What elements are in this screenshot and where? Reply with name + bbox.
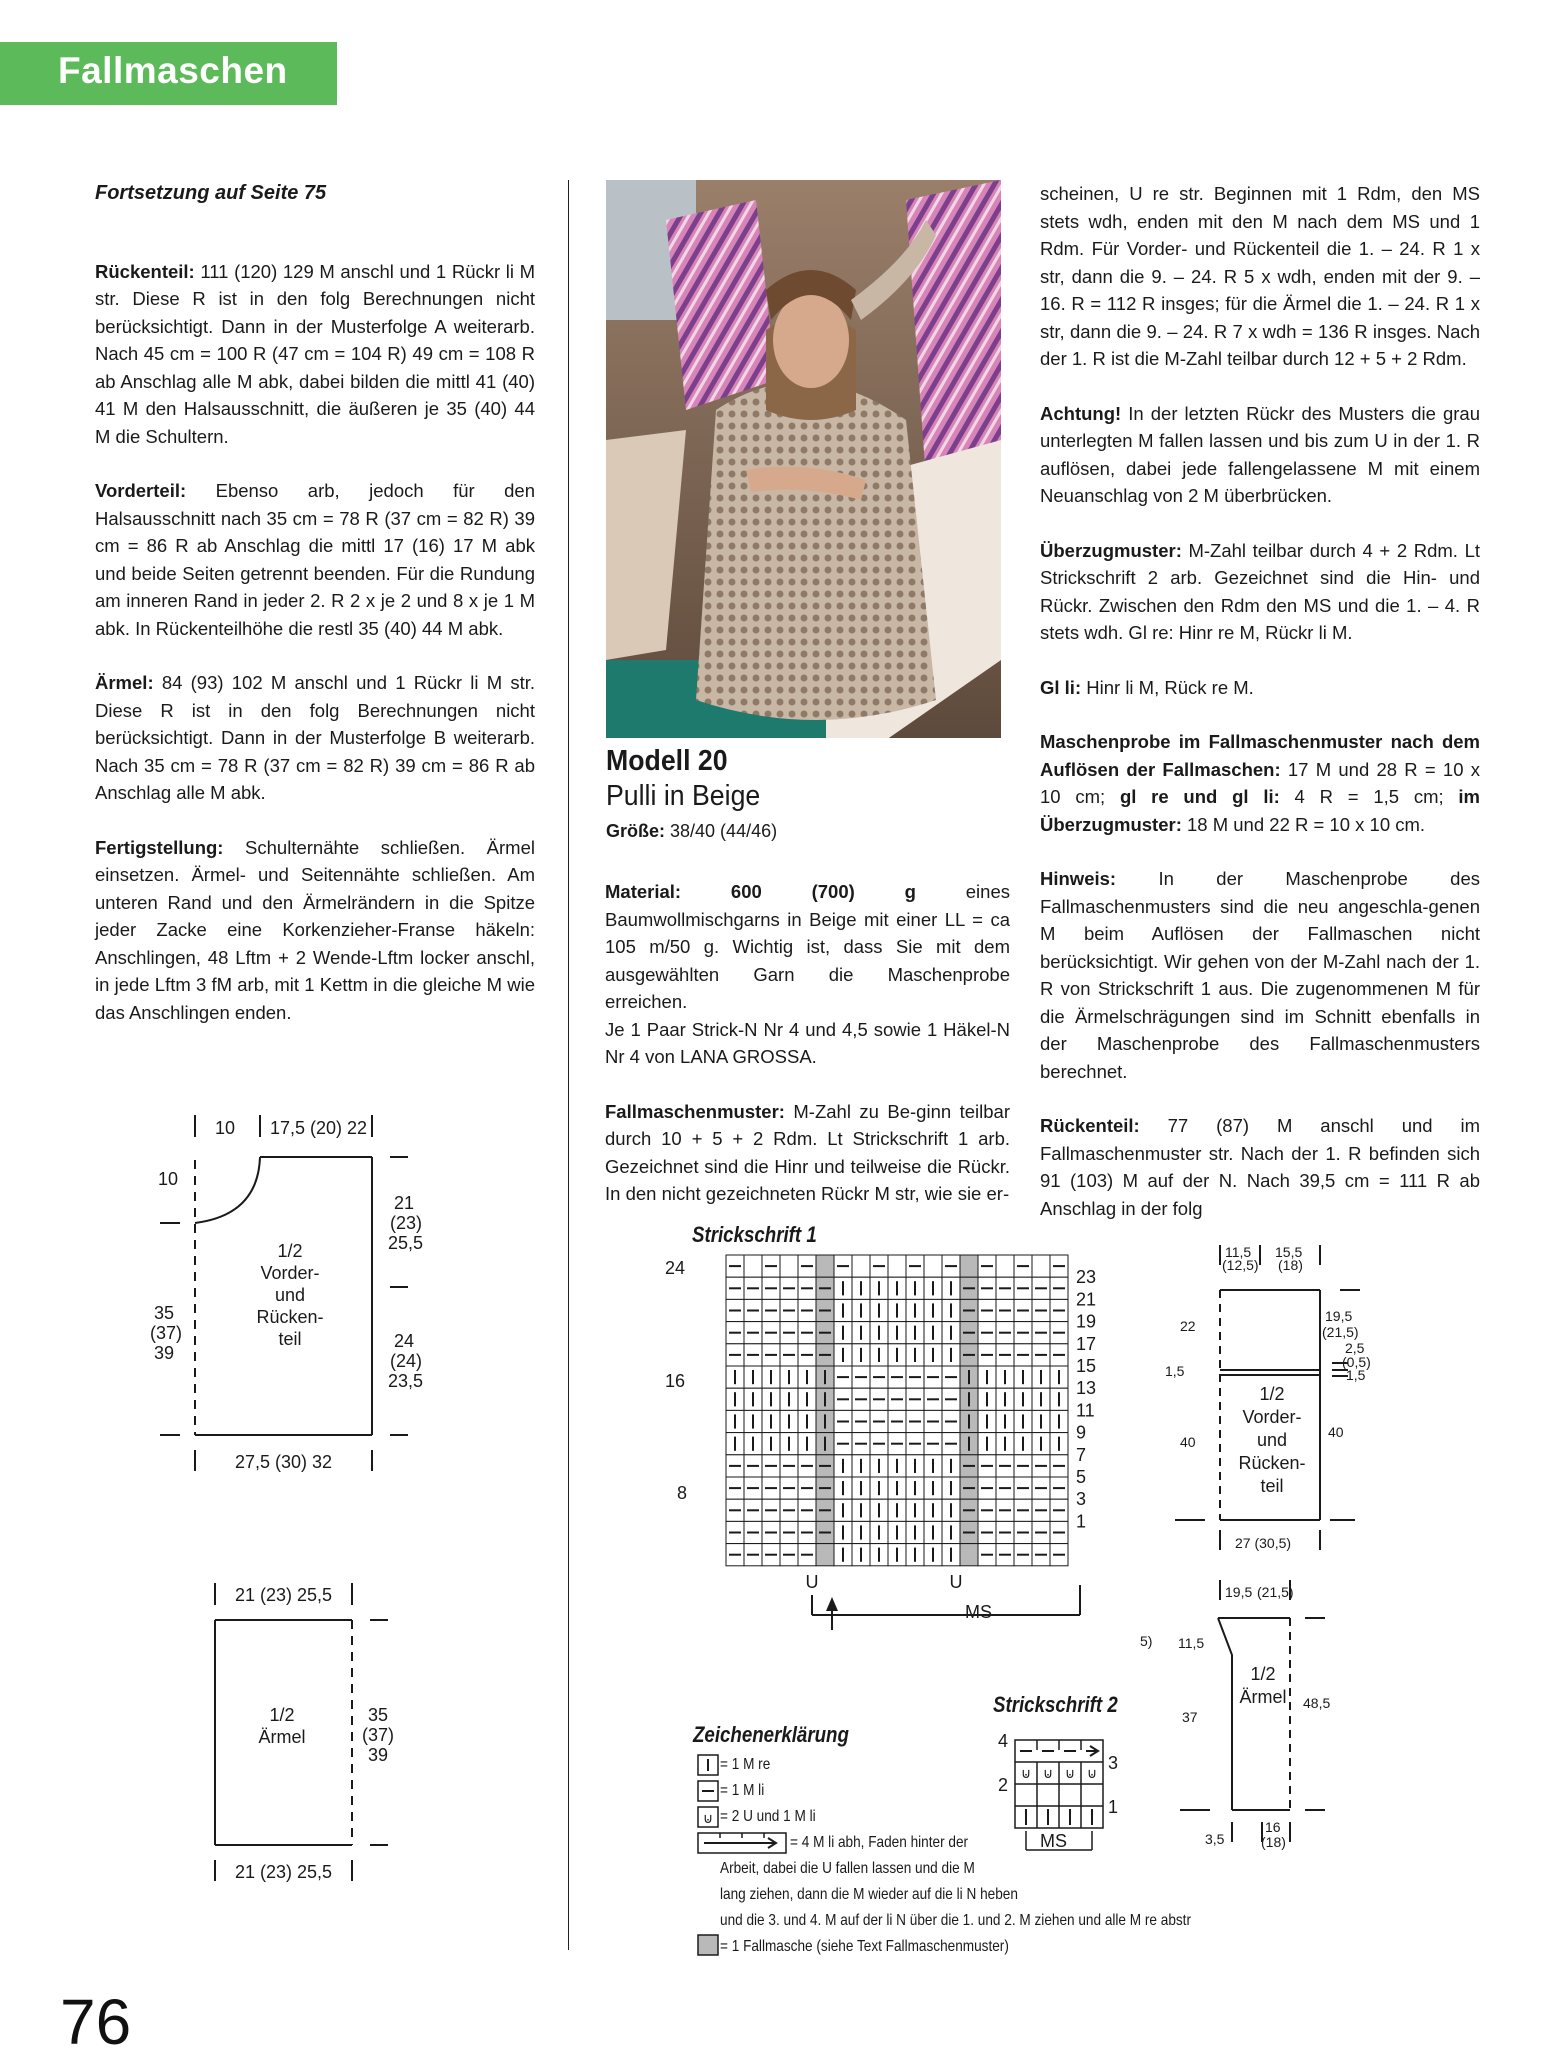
rs-cut: 5) (1140, 1633, 1153, 1649)
paragraph-fertigstellung: Fertigstellung: Schulternähte schließen. Ärmel einsetzen. Ärmel- und Seitennähte schließen. Am unteren Rand und den Ärmelrändern in die Spitze jeder Zacke eine Korkenzieher-Franse häkeln: Anschlingen, 48 Lftm + 2 Wende-Lftm locker anschl, in jede Lftm 3 fM arb, mit 1 Kettm in die gleiche M wie das Anschlingen enden. (95, 836, 535, 1023)
c1-right-label: 11 (1076, 1400, 1095, 1421)
rb-label-2: Vorder- (1242, 1407, 1302, 1427)
c1-left-8: 8 (677, 1483, 688, 1503)
dim-right-lower3: 23,5 (388, 1371, 424, 1391)
legend-item-7: und die 3. und 4. M auf der li N über die 1. und 2. M ziehen und alle M re abstr (720, 1912, 1191, 1929)
rs-label-2: Ärmel (1239, 1687, 1287, 1707)
c1-cell (996, 1255, 1014, 1277)
sleeve-dim-right-1: 35 (367, 1705, 389, 1725)
section-title: Fallmaschen (58, 50, 288, 91)
body-label-4: Rücken- (256, 1307, 324, 1327)
c1-cell (744, 1255, 762, 1277)
c1-left-24: 24 (665, 1258, 686, 1278)
rb-right-15: 1,5 (1346, 1367, 1366, 1383)
rs-top: 19,5 (1225, 1584, 1253, 1600)
rs-left-115: 11,5 (1178, 1635, 1205, 1651)
c1-right-label: 9 (1076, 1422, 1087, 1443)
c2-u-2: ⊍ (1042, 1765, 1054, 1781)
c1-cell (852, 1255, 870, 1277)
chart2-title: Strickschrift 2 (993, 1692, 1118, 1717)
sleeve-label-2: Ärmel (258, 1727, 306, 1747)
c2-left-2: 2 (998, 1775, 1009, 1795)
paragraph-fallmaschenmuster: Fallmaschenmuster: M-Zahl zu Be-ginn teilbar durch 10 + 5 + 2 Rdm. Lt Strickschrift 1 arb. Gezeichnet sind die Hinr und teilweise die Rückr. In den nicht gezeichneten Rückr M str, wie sie er- (605, 1100, 1010, 1204)
model-heading (606, 745, 1001, 842)
dim-top-a: 10 (215, 1118, 236, 1138)
rb-right-05: (0,5) (1342, 1354, 1371, 1370)
paragraph-rueckenteil-2: Rückenteil: 77 (87) M anschl und im Fallmaschenmuster str. Nach der 1. R befinden sich 91 (103) M auf der N. Nach 39,5 cm = 111 R ab Anschlag in der folg (1040, 1115, 1480, 1219)
dim-left-h2: (37) (150, 1323, 183, 1343)
body-label-1: 1/2 (277, 1241, 303, 1261)
legend-item-3: = 2 U und 1 M li (720, 1808, 816, 1825)
c1-cell (888, 1255, 906, 1277)
sleeve-label-1: 1/2 (269, 1705, 295, 1725)
c1-right-label: 3 (1076, 1489, 1087, 1510)
rs-top2: (21,5) (1257, 1584, 1294, 1600)
c1-cell (960, 1255, 978, 1277)
legend-item-1: = 1 M re (720, 1756, 771, 1773)
paragraph-needles: Je 1 Paar Strick-N Nr 4 und 4,5 sowie 1 Häkel-N Nr 4 von LANA GROSSA. (605, 1018, 1010, 1067)
dim-right-lower2: (24) (390, 1351, 423, 1371)
body-label-3: und (274, 1285, 306, 1305)
paragraph-rueckenteil: Rückenteil: 111 (120) 129 M anschl und 1 Rückr li M str. Diese R ist in den folg Berechnungen nicht berücksichtigt. Dann in der Musterfolge A weiterarb. Nach 45 cm = 100 R (47 cm = 104 R) 49 cm = 108 R ab Anschlag alle M abk, dabei bilden die mittl 41 (40) 41 M den Halsausschnitt, die äußeren je 35 (40) 44 M die Schultern. (95, 260, 535, 447)
legend-item-6: lang ziehen, dann die M wieder auf die li N heben (720, 1886, 1018, 1903)
chart-strickschrift-1 (660, 1245, 1130, 1630)
dim-neck: 10 (158, 1169, 179, 1189)
dim-left-h3: 39 (154, 1343, 175, 1363)
schematic-sleeve-left (200, 1575, 420, 1895)
rb-label-4: Rücken- (1238, 1453, 1306, 1473)
chart-strickschrift-2 (990, 1725, 1140, 1855)
paragraph-ueberzugmuster: Überzugmuster: M-Zahl teilbar durch 4 + 2 Rdm. Lt Strickschrift 2 arb. Gezeichnet sind die Hin- und Rückr. Zwischen den Rdm den MS und die 1. – 4. R stets wdh. Gl re: Hinr re M, Rückr li M. (1040, 539, 1480, 643)
c1-cell (1032, 1255, 1050, 1277)
rs-bottom-b2: (18) (1261, 1834, 1286, 1850)
legend-title: Zeichenerklärung (693, 1722, 849, 1747)
schematic-body-left (140, 1105, 440, 1485)
model-title: Modell 20 (606, 745, 728, 777)
rb-bottom: 27 (30,5) (1235, 1535, 1292, 1551)
c1-cell (924, 1255, 942, 1277)
c2-u-3: ⊍ (1064, 1765, 1076, 1781)
c1-u-right: U (949, 1572, 963, 1592)
continued-note: Fortsetzung auf Seite 75 (95, 182, 327, 204)
rb-right-195b: (21,5) (1322, 1324, 1359, 1340)
dim-bottom: 27,5 (30) 32 (235, 1452, 333, 1472)
sleeve-dim-bottom: 21 (23) 25,5 (235, 1862, 333, 1882)
c1-left-16: 16 (665, 1371, 686, 1391)
rb-left-22: 22 (1180, 1318, 1196, 1334)
dim-right-upper3: 25,5 (388, 1233, 424, 1253)
c2-ms: MS (1040, 1831, 1067, 1851)
model-size: Größe: 38/40 (44/46) (606, 821, 778, 841)
c1-cell (960, 1544, 978, 1566)
c1-right-label: 5 (1076, 1467, 1087, 1487)
middle-column (605, 878, 1010, 1235)
c2-right-3: 3 (1108, 1753, 1119, 1773)
chart1-title: Strickschrift 1 (692, 1222, 817, 1247)
paragraph-vorderteil: Vorderteil: Ebenso arb, jedoch für den Halsausschnitt nach 35 cm = 78 R (37 cm = 82 R) 39 cm = 86 R ab Anschlag die mittl 17 (16) 17 M abk und beide Seiten getrennt beenden. Für die Rundung am inneren Rand in jeder 2. R 2 x je 2 und 8 x je 1 M abk. In Rückenteilhöhe die restl 35 (40) 44 M abk. (95, 480, 535, 639)
rs-label-1: 1/2 (1250, 1664, 1276, 1684)
c2-u-4: ⊍ (1086, 1765, 1098, 1781)
sleeve-dim-right-3: 39 (367, 1745, 389, 1765)
c1-right-label: 13 (1076, 1378, 1097, 1399)
rb-top-a: 11,5 (1225, 1244, 1252, 1260)
c1-cell (816, 1544, 834, 1566)
paragraph-hinweis: Hinweis: In der Maschenprobe des Fallmaschenmusters sind die neu angeschla-genen M beim Auflösen der Fallmaschen nicht berücksichtigt. Wir gehen von der M-Zahl nach der 1. R von Strickschrift 1 aus. Die zugenommenen M für die Ärmelschrägungen sind im Schnitt ebenfalls in der Maschenprobe des Fallmaschenmusters berechnet. (1040, 868, 1480, 1082)
c1-right-label: 21 (1076, 1289, 1097, 1310)
dim-right-upper2: (23) (390, 1213, 423, 1233)
paragraph-maschenprobe: Maschenprobe im Fallmaschenmuster nach dem Auflösen der Fallmaschen: 17 M und 28 R = 10 x 10 cm; gl re und gl li: 4 R = 1,5 cm; im Überzugmuster: 18 M und 22 R = 10 x 10 cm. (1040, 731, 1480, 835)
rb-right-40: 40 (1328, 1424, 1344, 1440)
c2-left-4: 4 (998, 1731, 1009, 1751)
rb-label-1: 1/2 (1259, 1384, 1285, 1404)
rb-top-b2: (18) (1278, 1257, 1303, 1273)
page-number: 76 (60, 1986, 132, 2058)
sleeve-dim-top: 21 (23) 25,5 (235, 1585, 333, 1605)
paragraph-material: Material: 600 (700) g eines Baumwollmischgarns in Beige mit einer LL = ca 105 m/50 g. Wichtig ist, dass Sie mit dem ausgewählten Garn die Maschenprobe erreichen. (605, 881, 1010, 1012)
legend-item-5: Arbeit, dabei die U fallen lassen und die M (720, 1860, 975, 1877)
paragraph-gl-li: Gl li: Hinr li M, Rück re M. (1040, 676, 1254, 698)
legend-item-8: = 1 Fallmasche (siehe Text Fallmaschenmuster) (720, 1938, 1009, 1955)
c1-cell (816, 1255, 834, 1277)
legend-item-4: = 4 M li abh, Faden hinter der (790, 1834, 969, 1851)
paragraph-achtung: Achtung! In der letzten Rückr des Musters die grau unterlegten M fallen lassen und bis zum U in der 1. R auflösen, dabei jede fallengelassene M mit einem Neuanschlag von 2 M überbrücken. (1040, 402, 1480, 506)
rb-left-40: 40 (1180, 1434, 1196, 1450)
rs-left-37: 37 (1182, 1709, 1198, 1725)
rs-right-485: 48,5 (1303, 1695, 1331, 1711)
rb-right-195: 19,5 (1325, 1308, 1353, 1324)
dim-left-h: 35 (154, 1303, 175, 1323)
column-divider (568, 180, 569, 1950)
rb-label-5: teil (1260, 1476, 1284, 1496)
c1-cell (780, 1255, 798, 1277)
dim-right-lower: 24 (394, 1331, 415, 1351)
c2-u-1: ⊍ (1020, 1765, 1032, 1781)
legend-shade-swatch (698, 1935, 718, 1955)
rs-bottom-a: 3,5 (1205, 1831, 1225, 1847)
c1-right-label: 23 (1076, 1267, 1097, 1288)
rb-right-25: 2,5 (1345, 1340, 1365, 1356)
rb-label-3: und (1256, 1430, 1288, 1450)
c1-right-label: 7 (1076, 1444, 1087, 1465)
sleeve-dim-right-2: (37) (361, 1725, 395, 1745)
left-column (95, 180, 535, 1053)
paragraph-aermel: Ärmel: 84 (93) 102 M anschl und 1 Rückr li M str. Diese R ist in den folg Berechnungen nicht berücksichtigt. Dann in der Musterfolge B weiterarb. Nach 35 cm = 78 R (37 cm = 82 R) 39 cm = 86 R ab Anschlag alle M abk. (95, 672, 535, 803)
paragraph-continuation: scheinen, U re str. Beginnen mit 1 Rdm, den MS stets wdh, enden mit den M nach dem MS und 1 Rdm. Für Vorder- und Rückenteil die 1. – 24. R 1 x str, dann die 9. – 24. R 5 x wdh, enden mit der 9. – 16. R = 112 R insges; für die Ärmel die 1. – 24. R 1 x str, dann die 9. – 24. R 7 x wdh = 136 R insges. Nach der 1. R ist die M-Zahl teilbar durch 12 + 5 + 2 Rdm. (1040, 183, 1480, 369)
c2-right-1: 1 (1108, 1797, 1119, 1817)
c1-u-left: U (805, 1572, 819, 1592)
c1-right-label: 19 (1076, 1311, 1097, 1332)
c1-right-label: 17 (1076, 1333, 1097, 1354)
schematic-sleeve-right (1140, 1570, 1380, 1860)
c1-ms: MS (965, 1602, 992, 1622)
model-photo (606, 180, 1001, 738)
rb-top-a2: (12,5) (1222, 1257, 1259, 1273)
body-label-5: teil (278, 1329, 302, 1349)
legend-item-2: = 1 M li (720, 1782, 765, 1799)
legend-u-icon: ⊍ (702, 1810, 714, 1826)
rb-left-15: 1,5 (1165, 1363, 1185, 1379)
rs-bottom-b: 16 (1265, 1819, 1281, 1835)
body-label-2: Vorder- (260, 1263, 320, 1283)
model-subtitle: Pulli in Beige (606, 780, 761, 812)
right-column (1040, 180, 1480, 1249)
rb-top-b: 15,5 (1275, 1244, 1303, 1260)
schematic-body-right (1160, 1235, 1380, 1565)
dim-right-upper: 21 (394, 1193, 415, 1213)
dim-top-b: 17,5 (20) 22 (270, 1118, 368, 1138)
c1-right-label: 1 (1076, 1511, 1087, 1532)
c1-right-label: 15 (1076, 1356, 1097, 1376)
